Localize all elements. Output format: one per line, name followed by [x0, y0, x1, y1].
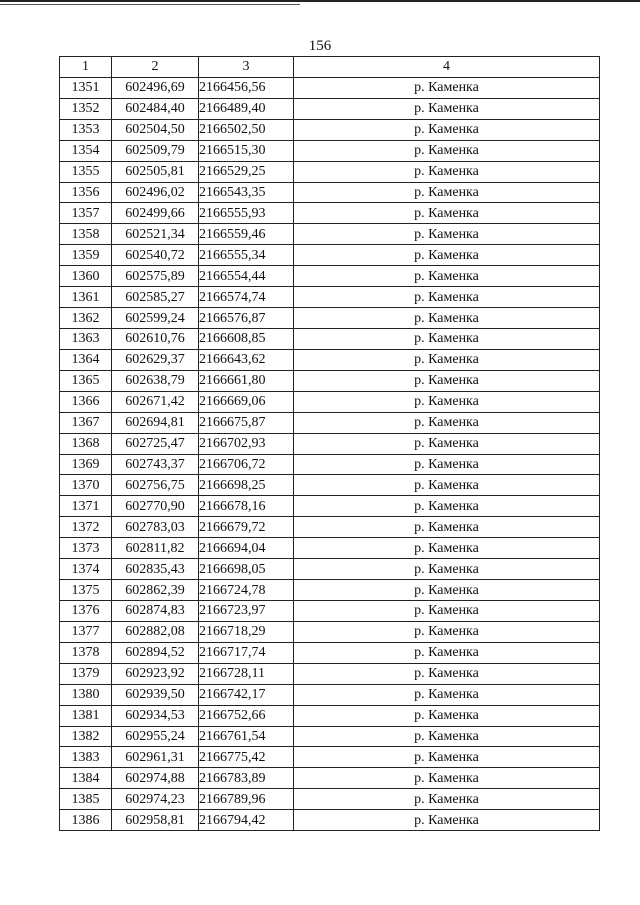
x-coordinate-cell: 602756,75 [112, 475, 199, 496]
object-name-cell: р. Каменка [294, 538, 600, 559]
point-number-cell: 1361 [60, 287, 112, 308]
table-row [60, 412, 600, 433]
object-name-cell: р. Каменка [294, 705, 600, 726]
point-number-cell: 1368 [60, 433, 112, 454]
y-coordinate-cell: 2166529,25 [199, 161, 294, 182]
table-row [60, 726, 600, 747]
table-row [60, 349, 600, 370]
object-name-cell: р. Каменка [294, 328, 600, 349]
table-row [60, 684, 600, 705]
y-coordinate-cell: 2166698,05 [199, 559, 294, 580]
point-number-cell: 1359 [60, 245, 112, 266]
object-name-cell: р. Каменка [294, 663, 600, 684]
x-coordinate-cell: 602499,66 [112, 203, 199, 224]
x-coordinate-cell: 602725,47 [112, 433, 199, 454]
point-number-cell: 1357 [60, 203, 112, 224]
object-name-cell: р. Каменка [294, 182, 600, 203]
x-coordinate-cell: 602974,23 [112, 789, 199, 810]
point-number-cell: 1372 [60, 517, 112, 538]
y-coordinate-cell: 2166643,62 [199, 349, 294, 370]
x-coordinate-cell: 602811,82 [112, 538, 199, 559]
table-row [60, 747, 600, 768]
point-number-cell: 1351 [60, 77, 112, 98]
x-coordinate-cell: 602882,08 [112, 621, 199, 642]
point-number-cell: 1369 [60, 454, 112, 475]
object-name-cell: р. Каменка [294, 789, 600, 810]
x-coordinate-cell: 602484,40 [112, 98, 199, 119]
table-row [60, 705, 600, 726]
table-row [60, 454, 600, 475]
y-coordinate-cell: 2166559,46 [199, 224, 294, 245]
y-coordinate-cell: 2166694,04 [199, 538, 294, 559]
x-coordinate-cell: 602770,90 [112, 496, 199, 517]
x-coordinate-cell: 602575,89 [112, 266, 199, 287]
x-coordinate-cell: 602496,02 [112, 182, 199, 203]
table-row [60, 328, 600, 349]
object-name-cell: р. Каменка [294, 642, 600, 663]
object-name-cell: р. Каменка [294, 224, 600, 245]
table-row [60, 663, 600, 684]
coordinates-table [59, 56, 600, 831]
x-coordinate-cell: 602923,92 [112, 663, 199, 684]
point-number-cell: 1374 [60, 559, 112, 580]
point-number-cell: 1354 [60, 140, 112, 161]
object-name-cell: р. Каменка [294, 140, 600, 161]
x-coordinate-cell: 602585,27 [112, 287, 199, 308]
y-coordinate-cell: 2166783,89 [199, 768, 294, 789]
x-coordinate-cell: 602496,69 [112, 77, 199, 98]
point-number-cell: 1376 [60, 600, 112, 621]
header-col-1: 1 [60, 57, 112, 78]
point-number-cell: 1365 [60, 370, 112, 391]
object-name-cell: р. Каменка [294, 98, 600, 119]
y-coordinate-cell: 2166608,85 [199, 328, 294, 349]
object-name-cell: р. Каменка [294, 747, 600, 768]
y-coordinate-cell: 2166794,42 [199, 810, 294, 831]
object-name-cell: р. Каменка [294, 768, 600, 789]
object-name-cell: р. Каменка [294, 412, 600, 433]
point-number-cell: 1385 [60, 789, 112, 810]
object-name-cell: р. Каменка [294, 370, 600, 391]
y-coordinate-cell: 2166502,50 [199, 119, 294, 140]
y-coordinate-cell: 2166702,93 [199, 433, 294, 454]
x-coordinate-cell: 602862,39 [112, 580, 199, 601]
point-number-cell: 1360 [60, 266, 112, 287]
point-number-cell: 1352 [60, 98, 112, 119]
table-row [60, 140, 600, 161]
y-coordinate-cell: 2166554,44 [199, 266, 294, 287]
x-coordinate-cell: 602509,79 [112, 140, 199, 161]
y-coordinate-cell: 2166489,40 [199, 98, 294, 119]
point-number-cell: 1358 [60, 224, 112, 245]
y-coordinate-cell: 2166574,74 [199, 287, 294, 308]
object-name-cell: р. Каменка [294, 726, 600, 747]
table-row [60, 517, 600, 538]
table-row [60, 580, 600, 601]
table-row [60, 203, 600, 224]
y-coordinate-cell: 2166789,96 [199, 789, 294, 810]
x-coordinate-cell: 602505,81 [112, 161, 199, 182]
y-coordinate-cell: 2166679,72 [199, 517, 294, 538]
object-name-cell: р. Каменка [294, 684, 600, 705]
x-coordinate-cell: 602961,31 [112, 747, 199, 768]
point-number-cell: 1371 [60, 496, 112, 517]
point-number-cell: 1364 [60, 349, 112, 370]
y-coordinate-cell: 2166661,80 [199, 370, 294, 391]
point-number-cell: 1383 [60, 747, 112, 768]
scan-top-edge [0, 0, 640, 2]
object-name-cell: р. Каменка [294, 119, 600, 140]
y-coordinate-cell: 2166678,16 [199, 496, 294, 517]
x-coordinate-cell: 602934,53 [112, 705, 199, 726]
point-number-cell: 1375 [60, 580, 112, 601]
table-row [60, 161, 600, 182]
point-number-cell: 1370 [60, 475, 112, 496]
table-row [60, 768, 600, 789]
x-coordinate-cell: 602955,24 [112, 726, 199, 747]
x-coordinate-cell: 602835,43 [112, 559, 199, 580]
table-row [60, 182, 600, 203]
object-name-cell: р. Каменка [294, 391, 600, 412]
y-coordinate-cell: 2166718,29 [199, 621, 294, 642]
object-name-cell: р. Каменка [294, 433, 600, 454]
object-name-cell: р. Каменка [294, 454, 600, 475]
object-name-cell: р. Каменка [294, 475, 600, 496]
y-coordinate-cell: 2166742,17 [199, 684, 294, 705]
y-coordinate-cell: 2166675,87 [199, 412, 294, 433]
table-body [60, 77, 600, 830]
table-header-row [60, 57, 600, 78]
y-coordinate-cell: 2166555,93 [199, 203, 294, 224]
point-number-cell: 1362 [60, 308, 112, 329]
point-number-cell: 1373 [60, 538, 112, 559]
table-row [60, 475, 600, 496]
header-col-3: 3 [199, 57, 294, 78]
table-row [60, 287, 600, 308]
point-number-cell: 1384 [60, 768, 112, 789]
y-coordinate-cell: 2166576,87 [199, 308, 294, 329]
y-coordinate-cell: 2166543,35 [199, 182, 294, 203]
object-name-cell: р. Каменка [294, 77, 600, 98]
x-coordinate-cell: 602743,37 [112, 454, 199, 475]
object-name-cell: р. Каменка [294, 810, 600, 831]
table-row [60, 98, 600, 119]
object-name-cell: р. Каменка [294, 161, 600, 182]
x-coordinate-cell: 602783,03 [112, 517, 199, 538]
y-coordinate-cell: 2166555,34 [199, 245, 294, 266]
table-row [60, 559, 600, 580]
x-coordinate-cell: 602894,52 [112, 642, 199, 663]
point-number-cell: 1366 [60, 391, 112, 412]
x-coordinate-cell: 602629,37 [112, 349, 199, 370]
table-row [60, 224, 600, 245]
point-number-cell: 1356 [60, 182, 112, 203]
point-number-cell: 1367 [60, 412, 112, 433]
table-row [60, 266, 600, 287]
table-row [60, 621, 600, 642]
object-name-cell: р. Каменка [294, 580, 600, 601]
page-number: 156 [308, 38, 332, 54]
table-row [60, 77, 600, 98]
object-name-cell: р. Каменка [294, 559, 600, 580]
point-number-cell: 1363 [60, 328, 112, 349]
y-coordinate-cell: 2166761,54 [199, 726, 294, 747]
point-number-cell: 1386 [60, 810, 112, 831]
x-coordinate-cell: 602540,72 [112, 245, 199, 266]
x-coordinate-cell: 602939,50 [112, 684, 199, 705]
y-coordinate-cell: 2166717,74 [199, 642, 294, 663]
object-name-cell: р. Каменка [294, 496, 600, 517]
header-col-4: 4 [294, 57, 600, 78]
scan-top-edge-shadow [0, 4, 300, 5]
y-coordinate-cell: 2166706,72 [199, 454, 294, 475]
point-number-cell: 1379 [60, 663, 112, 684]
table-row [60, 308, 600, 329]
table-row [60, 245, 600, 266]
x-coordinate-cell: 602504,50 [112, 119, 199, 140]
object-name-cell: р. Каменка [294, 308, 600, 329]
header-col-2: 2 [112, 57, 199, 78]
y-coordinate-cell: 2166752,66 [199, 705, 294, 726]
table-row [60, 119, 600, 140]
x-coordinate-cell: 602521,34 [112, 224, 199, 245]
y-coordinate-cell: 2166728,11 [199, 663, 294, 684]
table-row [60, 789, 600, 810]
table-row [60, 496, 600, 517]
x-coordinate-cell: 602958,81 [112, 810, 199, 831]
table-row [60, 600, 600, 621]
y-coordinate-cell: 2166515,30 [199, 140, 294, 161]
table-row [60, 810, 600, 831]
y-coordinate-cell: 2166698,25 [199, 475, 294, 496]
x-coordinate-cell: 602671,42 [112, 391, 199, 412]
table-row [60, 433, 600, 454]
table-row [60, 642, 600, 663]
y-coordinate-cell: 2166456,56 [199, 77, 294, 98]
point-number-cell: 1353 [60, 119, 112, 140]
point-number-cell: 1355 [60, 161, 112, 182]
y-coordinate-cell: 2166669,06 [199, 391, 294, 412]
x-coordinate-cell: 602638,79 [112, 370, 199, 391]
object-name-cell: р. Каменка [294, 266, 600, 287]
object-name-cell: р. Каменка [294, 245, 600, 266]
y-coordinate-cell: 2166775,42 [199, 747, 294, 768]
object-name-cell: р. Каменка [294, 621, 600, 642]
object-name-cell: р. Каменка [294, 287, 600, 308]
x-coordinate-cell: 602610,76 [112, 328, 199, 349]
table-row [60, 370, 600, 391]
y-coordinate-cell: 2166723,97 [199, 600, 294, 621]
object-name-cell: р. Каменка [294, 349, 600, 370]
point-number-cell: 1381 [60, 705, 112, 726]
point-number-cell: 1382 [60, 726, 112, 747]
table-row [60, 538, 600, 559]
object-name-cell: р. Каменка [294, 203, 600, 224]
point-number-cell: 1378 [60, 642, 112, 663]
point-number-cell: 1377 [60, 621, 112, 642]
x-coordinate-cell: 602974,88 [112, 768, 199, 789]
point-number-cell: 1380 [60, 684, 112, 705]
x-coordinate-cell: 602599,24 [112, 308, 199, 329]
table-row [60, 391, 600, 412]
x-coordinate-cell: 602694,81 [112, 412, 199, 433]
y-coordinate-cell: 2166724,78 [199, 580, 294, 601]
object-name-cell: р. Каменка [294, 600, 600, 621]
x-coordinate-cell: 602874,83 [112, 600, 199, 621]
object-name-cell: р. Каменка [294, 517, 600, 538]
